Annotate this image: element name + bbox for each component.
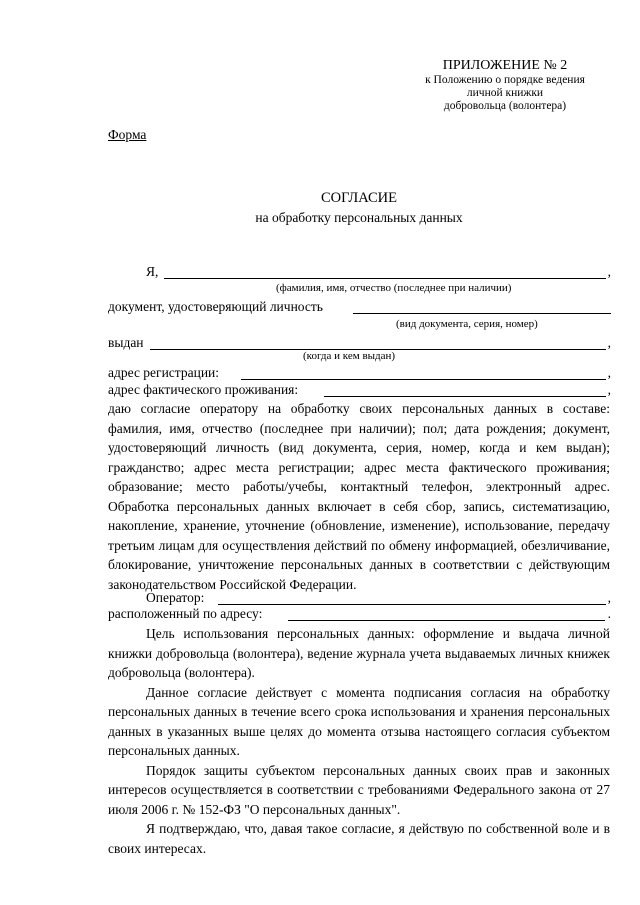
registration-input-line[interactable]	[241, 379, 606, 380]
appendix-line-3: добровольца (волонтера)	[443, 100, 567, 112]
actual-address-field-row	[108, 381, 611, 399]
form-label: Форма	[108, 127, 147, 142]
document-title: СОГЛАСИЕ	[320, 190, 398, 206]
registration-comma: ,	[607, 365, 611, 380]
registration-label: адрес регистрации:	[108, 365, 220, 380]
fio-field-row	[146, 263, 611, 281]
registration-field-row	[108, 364, 611, 382]
operator-address-period: .	[607, 606, 611, 621]
consent-text: даю согласие оператору на обработку своих персональных данных в составе: фамилия, имя, отчество (последнее при наличии); пол; дата рождения; документ, удостоверяющий личность (вид документа, серия, номер, когда и кем выдан); гражданство; адрес места регистрации; адрес места фактического проживания; образование; место работы/учебы, контактный телефон, электронный адрес. Обработка персональных данных включает в себя сбор, запись, систематизацию, накопление, хранение, уточнение (обновление, изменение), использование, передачу третьим лицам для осуществления действий по обмену информацией, обезличивание, блокирование, уничтожение персональных данных в соответствии с действующим законодательством Российской Федерации.	[108, 401, 610, 592]
document-field-row	[108, 298, 611, 316]
actual-address-input-line[interactable]	[324, 396, 606, 397]
appendix-title: ПРИЛОЖЕНИЕ № 2	[442, 58, 568, 73]
actual-address-label: адрес фактического проживания:	[108, 382, 299, 397]
fio-comma: ,	[607, 264, 611, 279]
issued-label: выдан	[108, 335, 144, 350]
issued-hint: (когда и кем выдан)	[303, 350, 396, 362]
fio-input-line[interactable]	[164, 278, 606, 279]
operator-label: Оператор:	[146, 590, 205, 605]
validity-paragraph: Данное согласие действует с момента подписания согласия на обработку персональных данных в течение всего срока использования и хранения персональных данных в указанных выше целях до момента отзыва настоящего согласия субъектом персональных данных.	[108, 684, 610, 758]
terms-paragraphs	[108, 624, 610, 858]
operator-address-label: расположенный по адресу:	[108, 606, 263, 621]
operator-address-input-line[interactable]	[288, 620, 605, 621]
document-label: документ, удостоверяющий личность	[108, 299, 323, 314]
appendix-line-1: к Положению о порядке ведения	[425, 74, 585, 86]
appendix-header	[410, 58, 600, 113]
fio-label: Я,	[146, 264, 159, 279]
protection-paragraph: Порядок защиты субъектом персональных данных своих прав и законных интересов осуществляется в соответствии с требованиями Федерального закона от 27 июля 2006 г. № 152-ФЗ "О персональных данных".	[108, 762, 610, 817]
document-input-line[interactable]	[353, 313, 611, 314]
document-hint: (вид документа, серия, номер)	[396, 318, 538, 330]
confirmation-paragraph: Я подтверждаю, что, давая такое согласие, я действую по собственной воле и в своих интересах.	[108, 821, 610, 856]
document-subtitle: на обработку персональных данных	[255, 210, 463, 225]
purpose-paragraph: Цель использования персональных данных: оформление и выдача личной книжки добровольца (волонтера), ведение журнала учета выдаваемых личных книжек добровольца (волонтера).	[108, 626, 610, 680]
fio-hint: (фамилия, имя, отчество (последнее при наличии)	[276, 282, 512, 294]
consent-paragraph	[108, 399, 610, 594]
operator-address-field-row	[108, 605, 611, 623]
issued-comma: ,	[607, 335, 611, 350]
actual-address-comma: ,	[607, 382, 611, 397]
operator-comma: ,	[607, 590, 611, 605]
appendix-line-2: личной книжки	[466, 87, 544, 99]
